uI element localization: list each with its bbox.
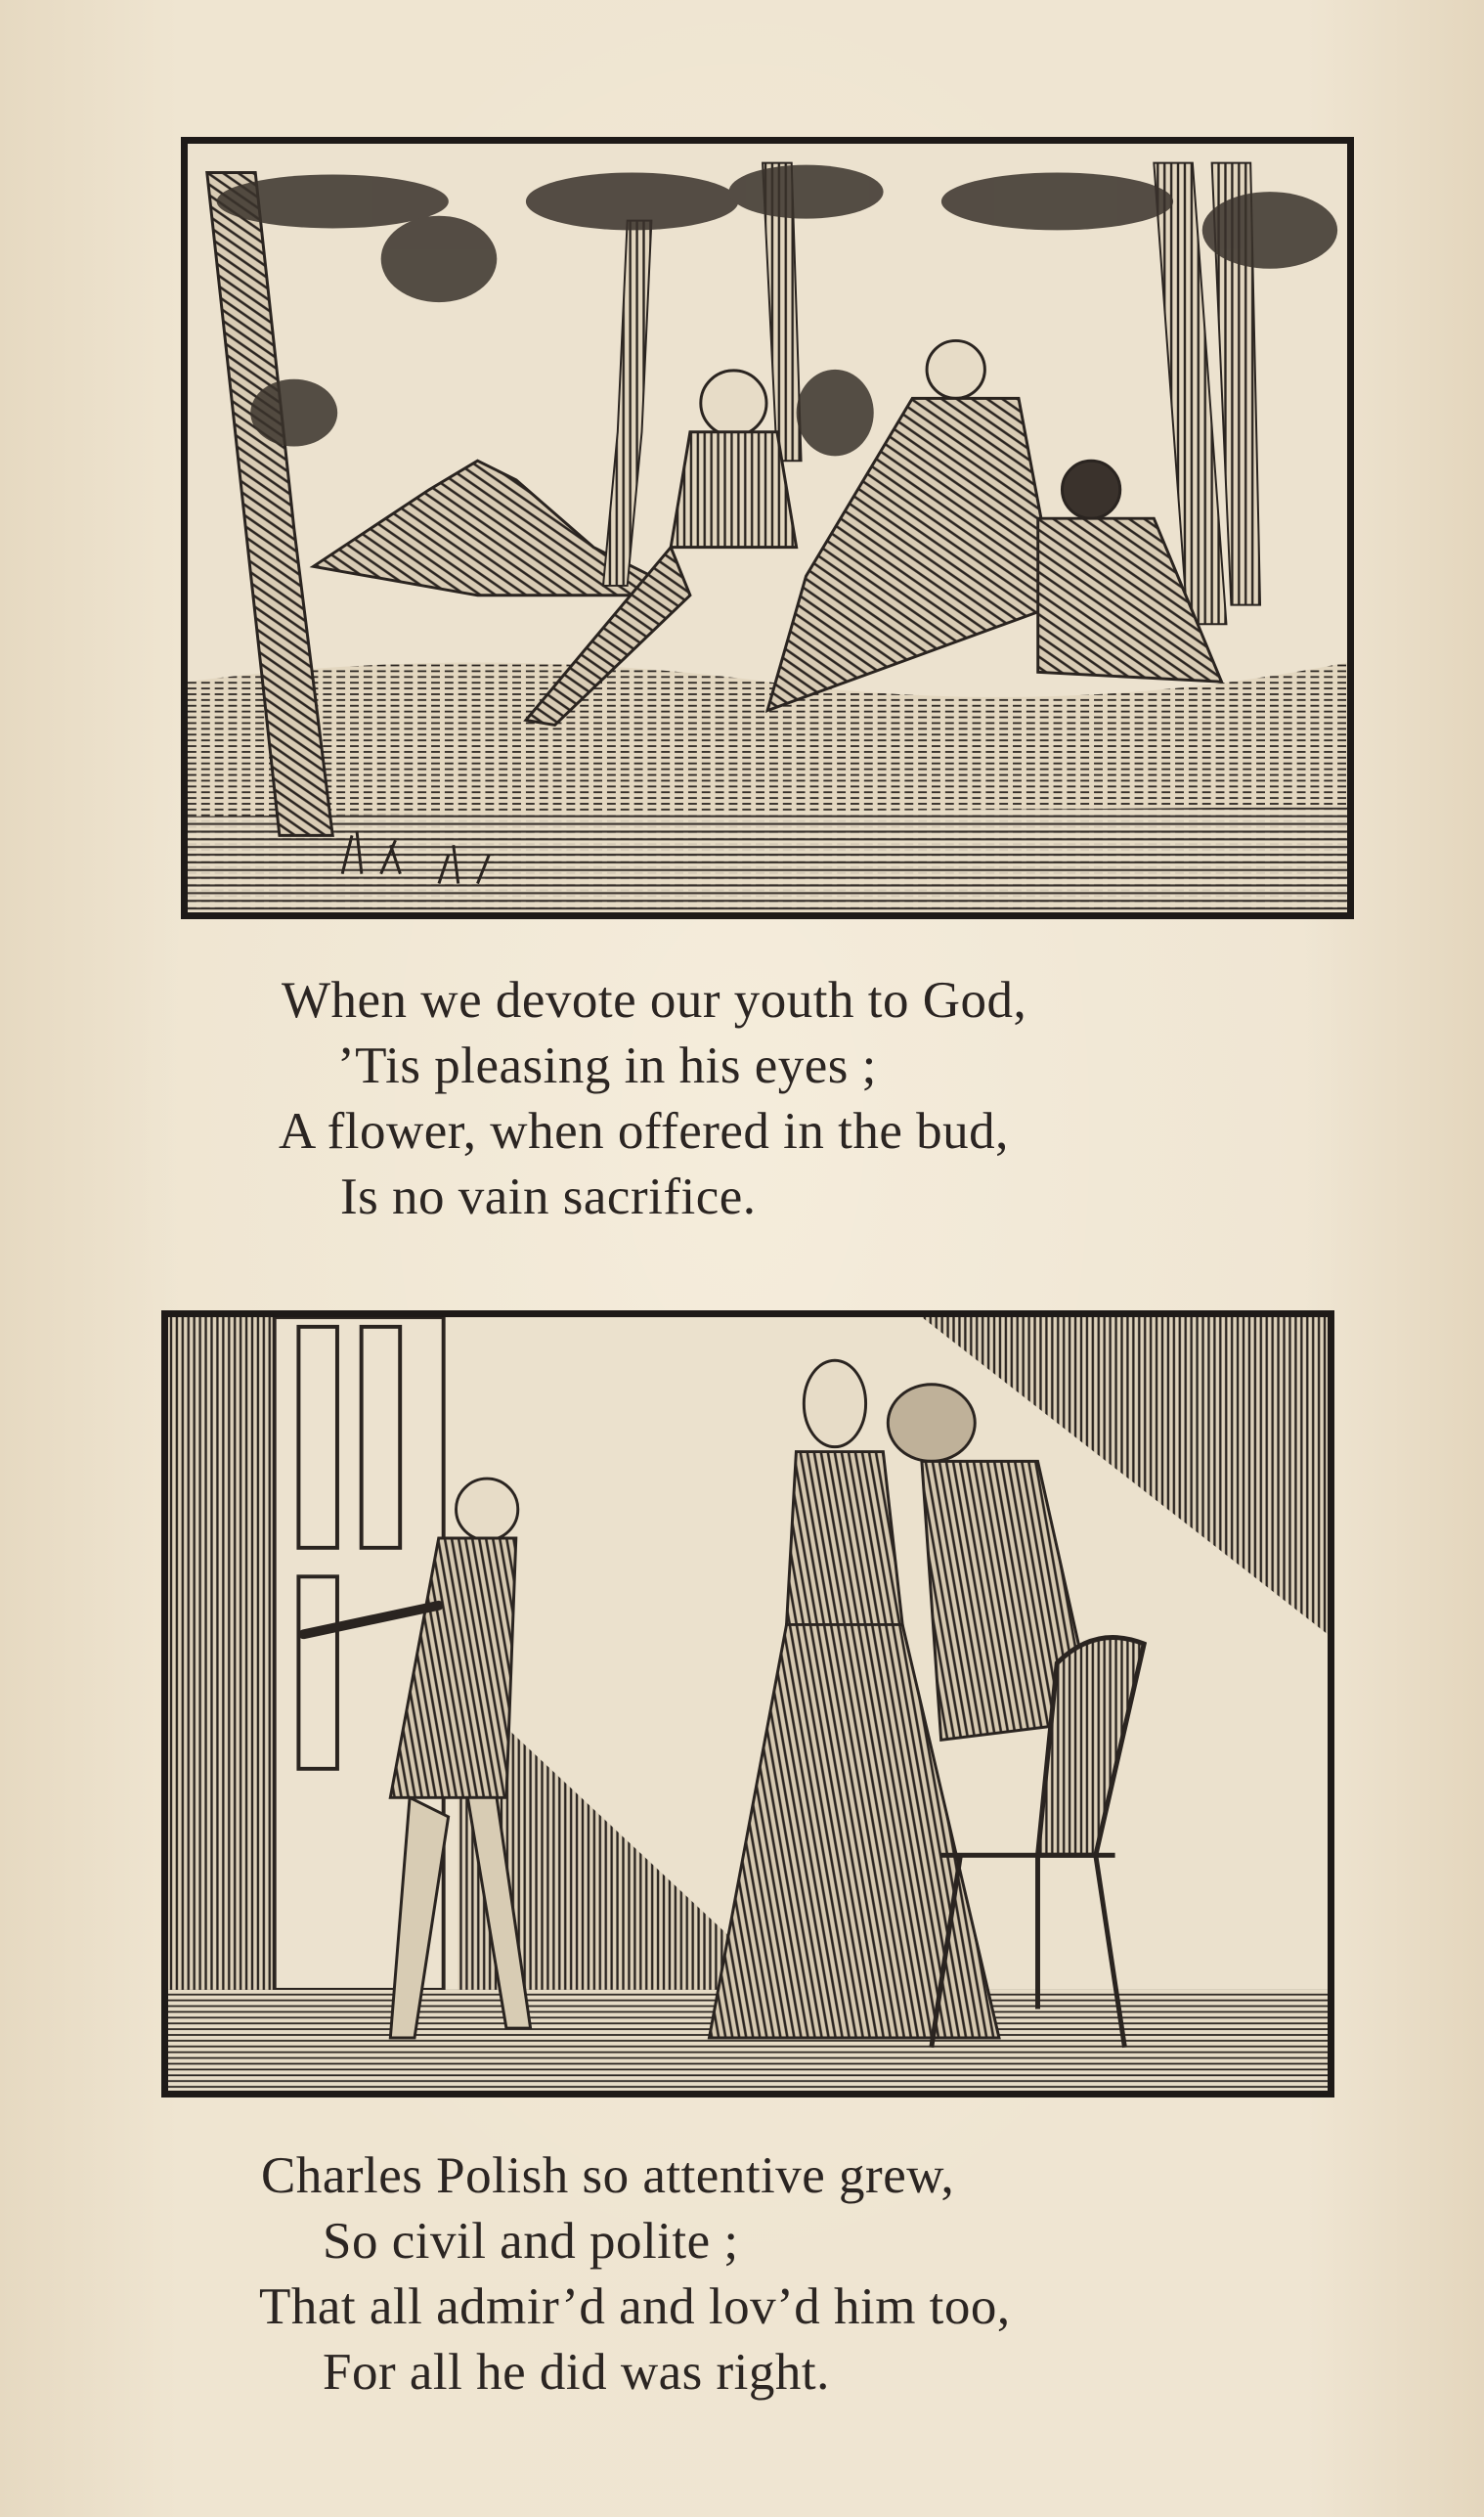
interior-engraving (168, 1317, 1328, 2091)
verse-1-line-2: ’Tis pleasing in his eyes ; (337, 1038, 877, 1094)
verse-2-line-1: Charles Polish so attentive grew, (261, 2147, 955, 2204)
landscape-engraving (188, 144, 1347, 912)
verse-2-line-4: For all he did was right. (323, 2344, 830, 2401)
door-frame (168, 1317, 275, 2009)
woodcut-landscape-illustration (181, 137, 1354, 919)
verse-2-line-3: That all admir’d and lov’d him too, (259, 2278, 1011, 2335)
verse-1-line-4: Is no vain sacrifice. (340, 1169, 757, 1225)
verse-2-line-2: So civil and polite ; (323, 2213, 739, 2270)
verse-1-line-3: A flower, when offered in the bud, (279, 1103, 1009, 1160)
verse-1-line-1: When we devote our youth to God, (282, 972, 1027, 1029)
woodcut-interior-illustration (161, 1310, 1334, 2098)
